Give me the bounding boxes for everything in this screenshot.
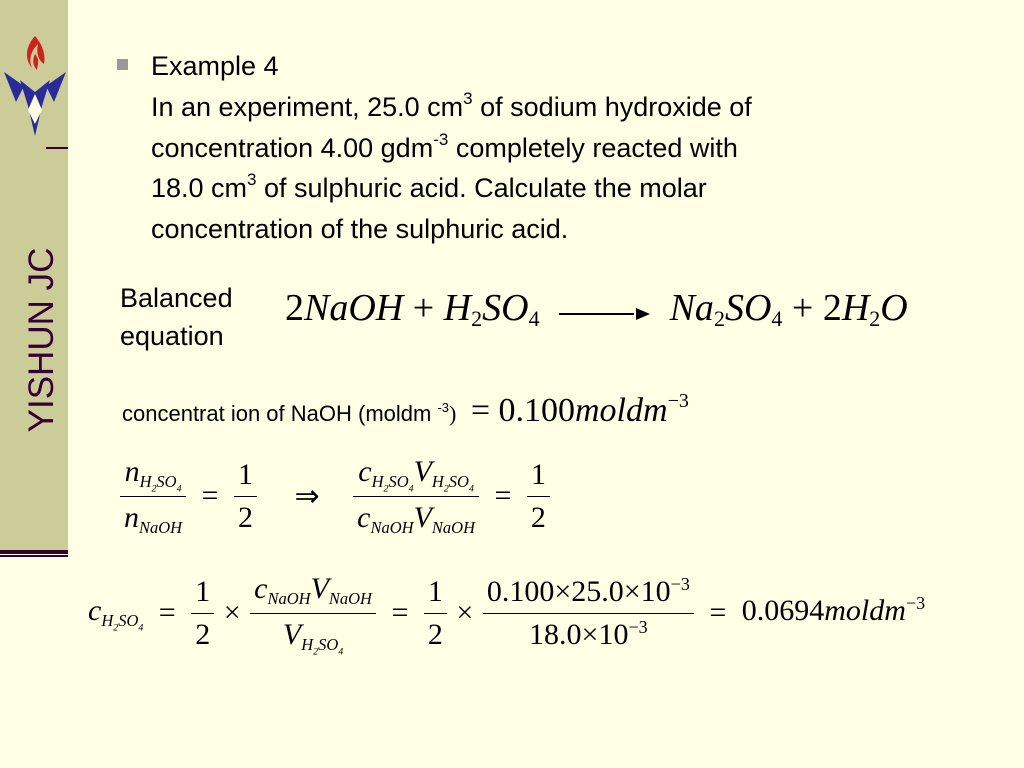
vertical-school-name: YISHUN JC <box>22 247 61 433</box>
cv-ratio-fraction: $\frac{cH_2SO_4VH_2SO_4}{\text{cNaOHVNaOH}}$ <box>353 455 479 538</box>
half-fraction-4: $\frac{1}{2}$ <box>424 575 447 652</box>
implies-icon: ⇒ <box>294 479 320 513</box>
sidebar-divider-thin <box>0 555 68 557</box>
balanced-equation-label: Balanced equation <box>120 283 233 351</box>
school-logo <box>2 32 68 156</box>
naoh-concentration-line <box>122 392 689 430</box>
numeric-fraction: $\frac{0.100\times 25.0\times 10^{-3}}{18.0\times 10^{-3}}$ <box>483 575 694 652</box>
naoh-concentration-label: concentrat ion of NaOH (moldm $^{-3}$) <box>122 400 457 426</box>
final-calculation: $cH_2SO_4$ = $\frac{1}{2}$ × $\frac{\text{cNaOHVNaOH}}{VH_2SO_4}$ = $\frac{1}{2}$ × $\frac{0.100\times 25.0\times 10^{-3}}{18.0\times 10^{-3}}$ = 0.0694moldm$^{-3}$ <box>88 572 926 657</box>
square-bullet-icon <box>117 59 128 70</box>
cv-over-v-fraction: $\frac{\text{cNaOHVNaOH}}{VH_2SO_4}$ <box>250 572 376 655</box>
final-result: 0.0694moldm$^{-3}$ <box>741 593 926 628</box>
sidebar-divider-thick <box>0 550 68 554</box>
example-title: Example 4 <box>151 51 279 81</box>
naoh-concentration-value: = 0.100moldm$^{-3}$ <box>470 390 689 429</box>
half-fraction: $\frac{1}{2}$ <box>234 458 257 535</box>
half-fraction-2: $\frac{1}{2}$ <box>527 458 550 535</box>
problem-text: In an experiment, 25.0 $cm^3$ of sodium hydroxide of concentration 4.00 gdm$^{-3}$ completely reacted with 18.0 $cm^3$ of sulphuric acid. Calculate the molar concentration of the sulphuric acid. <box>151 89 752 244</box>
reaction-arrow-icon <box>559 313 634 315</box>
sidebar-band <box>0 0 68 550</box>
mole-ratio-fraction: $\frac{nH_2SO_4}{\text{nNaOH}}$ <box>120 455 186 538</box>
mole-ratio-equation: $\frac{nH_2SO_4}{\text{nNaOH}}$ = $\frac{1}{2}$ ⇒ $\frac{cH_2SO_4VH_2SO_4}{\text{cNaOHVNaOH}}$ = $\frac{1}{2}$ <box>120 455 550 538</box>
half-fraction-3: $\frac{1}{2}$ <box>191 575 214 652</box>
balanced-equation: 2NaOH + $H_2SO_4$ $Na_2SO_4 + 2H_2O$ <box>285 287 908 331</box>
